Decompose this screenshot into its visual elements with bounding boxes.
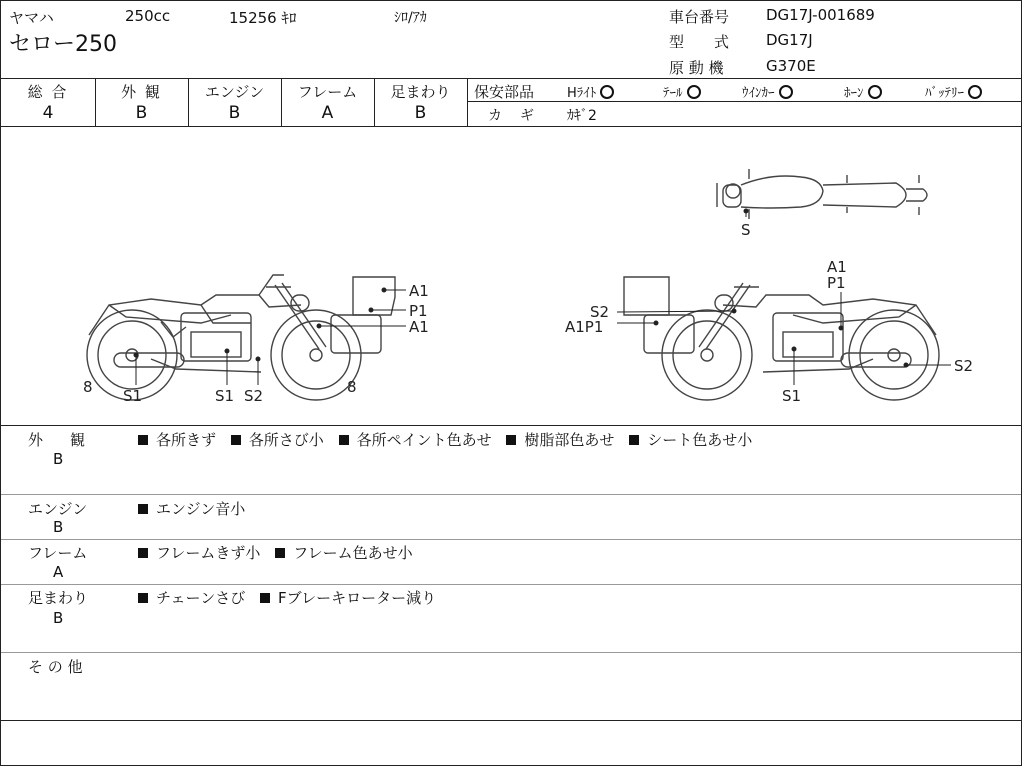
equipment-label: 保安部品 [474,83,535,101]
engine-value: G370E [766,57,816,75]
grade-frame-value: A [321,103,334,123]
divider [1,539,1021,540]
grade-suspension-label: 足まわり [390,83,451,101]
bullet-icon [629,435,639,445]
engine-label: 原 動 機 [669,59,724,77]
section-items: フレームきず小 フレーム色あせ小 [138,542,423,563]
grade-engine-label: エンジン [204,83,265,101]
label-s: S [741,221,751,239]
section-label: 外 観 [28,431,92,449]
label-a1: A1 [409,282,429,300]
color: ｼﾛ/ｱｶ [394,10,427,26]
mileage: 15256 ｷﾛ [229,9,297,27]
label-s2: S2 [954,357,974,375]
label-a1: A1 [409,318,429,336]
displacement: 250cc [125,7,171,25]
equipment-item: ﾊﾞｯﾃﾘｰ [925,82,982,101]
status-circle-icon [868,85,882,99]
frame-no-label: 車台番号 [669,8,730,26]
section-items: エンジン音小 [138,498,255,519]
key-label: カ ギ [488,108,536,124]
section-label: フレーム [28,544,88,562]
label-s1: S1 [123,387,143,405]
bullet-icon [138,548,148,558]
section-label: 足まわり [28,589,89,607]
key-value: ｶｷﾞ2 [567,108,597,124]
status-circle-icon [968,85,982,99]
section-label: エンジン [28,500,88,518]
section-grade: B [53,609,64,627]
grade-exterior-label: 外 観 [121,83,162,101]
label-tire-front: 8 [83,378,93,396]
label-s2: S2 [590,303,610,321]
grade-overall-label: 総 合 [27,83,69,101]
section-label: そ の 他 [28,658,83,676]
equipment-item: Hﾗｲﾄ [567,82,614,101]
status-circle-icon [600,85,614,99]
section-items: 各所きず 各所さび小 各所ペイント色あせ 樹脂部色あせ シート色あせ小 [138,429,762,450]
maker: ヤマハ [9,9,54,27]
equipment-item: ｳｲﾝｶｰ [742,82,793,101]
divider [1,425,1021,426]
divider [1,494,1021,495]
bullet-icon [339,435,349,445]
equipment-item: ﾃｰﾙ [663,82,701,101]
bullet-icon [275,548,285,558]
grade-frame-label: フレーム [297,83,358,101]
divider [1,720,1021,721]
grade-exterior-value: B [135,103,148,123]
label-tire-rear: 8 [347,378,357,396]
bullet-icon [138,435,148,445]
frame-no: DG17J-001689 [766,6,875,24]
bullet-icon [231,435,241,445]
status-circle-icon [687,85,701,99]
type-label: 型 式 [669,33,730,51]
divider [1,584,1021,585]
type-value: DG17J [766,31,813,49]
status-circle-icon [779,85,793,99]
divider [467,101,1021,102]
section-items: チェーンさび Fブレーキローター減り [138,587,446,608]
divider [1,652,1021,653]
divider [1,78,1021,79]
right-side-bike-illustration [624,277,939,400]
label-s1: S1 [782,387,802,405]
model-name: セロー250 [9,32,117,57]
bullet-icon [138,593,148,603]
grade-suspension-value: B [414,103,427,123]
section-grade: A [53,563,64,581]
damage-diagram [1,127,1023,425]
section-grade: B [53,518,64,536]
section-grade: B [53,450,64,468]
label-a1: A1 [827,258,847,276]
bullet-icon [138,504,148,514]
label-a1p1: A1P1 [565,318,604,336]
bullet-icon [506,435,516,445]
label-s2: S2 [244,387,264,405]
label-s1: S1 [215,387,235,405]
label-p1: P1 [827,274,846,292]
top-view-bike-illustration [717,169,927,219]
grade-engine-value: B [228,103,241,123]
divider [467,78,468,126]
equipment-item: ﾎｰﾝ [844,82,882,101]
grade-overall-value: 4 [42,103,54,123]
label-p1: P1 [409,302,428,320]
bullet-icon [260,593,270,603]
